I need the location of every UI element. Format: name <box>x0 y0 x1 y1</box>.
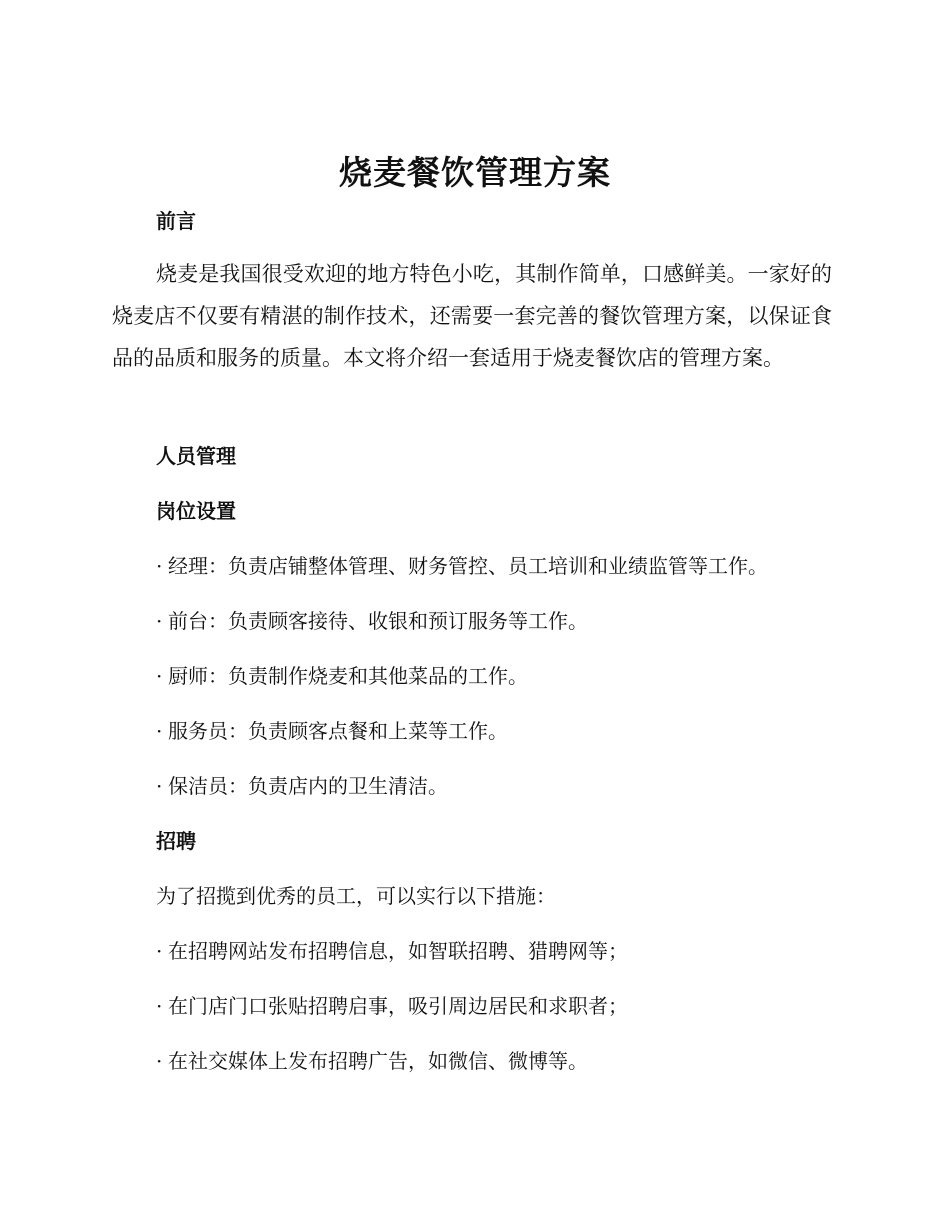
list-item-text: 在社交媒体上发布招聘广告，如微信、微博等。 <box>168 1049 588 1073</box>
bullet-icon: · <box>156 939 163 963</box>
list-item <box>156 552 768 580</box>
list-item <box>156 772 448 800</box>
bullet-icon: · <box>156 609 163 633</box>
document-title: 烧麦餐饮管理方案 <box>339 153 611 192</box>
list-item <box>156 717 508 745</box>
list-item <box>156 662 528 690</box>
list-item <box>156 607 588 635</box>
list-item <box>156 937 628 965</box>
list-item-text: 保洁员：负责店内的卫生清洁。 <box>168 774 448 798</box>
list-item-text: 经理：负责店铺整体管理、财务管控、员工培训和业绩监管等工作。 <box>168 554 768 578</box>
preface-paragraph: 烧麦是我国很受欢迎的地方特色小吃，其制作简单，口感鲜美。一家好的烧麦店不仅要有精湛的制作技术，还需要一套完善的餐饮管理方案，以保证食品的品质和服务的质量。本文将介绍一套适用于烧麦餐饮店的管理方案。 <box>112 262 832 370</box>
section-heading-personnel: 人员管理 <box>156 444 236 468</box>
bullet-icon: · <box>156 994 163 1018</box>
bullet-icon: · <box>156 719 163 743</box>
preface-heading: 前言 <box>156 209 196 233</box>
recruit-intro: 为了招揽到优秀的员工，可以实行以下措施： <box>156 884 556 908</box>
list-item-text: 在门店门口张贴招聘启事，吸引周边居民和求职者； <box>168 994 628 1018</box>
list-item-text: 在招聘网站发布招聘信息，如智联招聘、猎聘网等； <box>168 939 628 963</box>
bullet-icon: · <box>156 664 163 688</box>
list-item-text: 服务员：负责顾客点餐和上菜等工作。 <box>168 719 508 743</box>
bullet-icon: · <box>156 1049 163 1073</box>
bullet-icon: · <box>156 554 163 578</box>
list-item-text: 厨师：负责制作烧麦和其他菜品的工作。 <box>168 664 528 688</box>
list-item <box>156 992 628 1020</box>
bullet-icon: · <box>156 774 163 798</box>
list-item-text: 前台：负责顾客接待、收银和预订服务等工作。 <box>168 609 588 633</box>
list-item <box>156 1047 588 1075</box>
positions-heading: 岗位设置 <box>156 499 236 523</box>
recruit-heading: 招聘 <box>156 829 196 853</box>
